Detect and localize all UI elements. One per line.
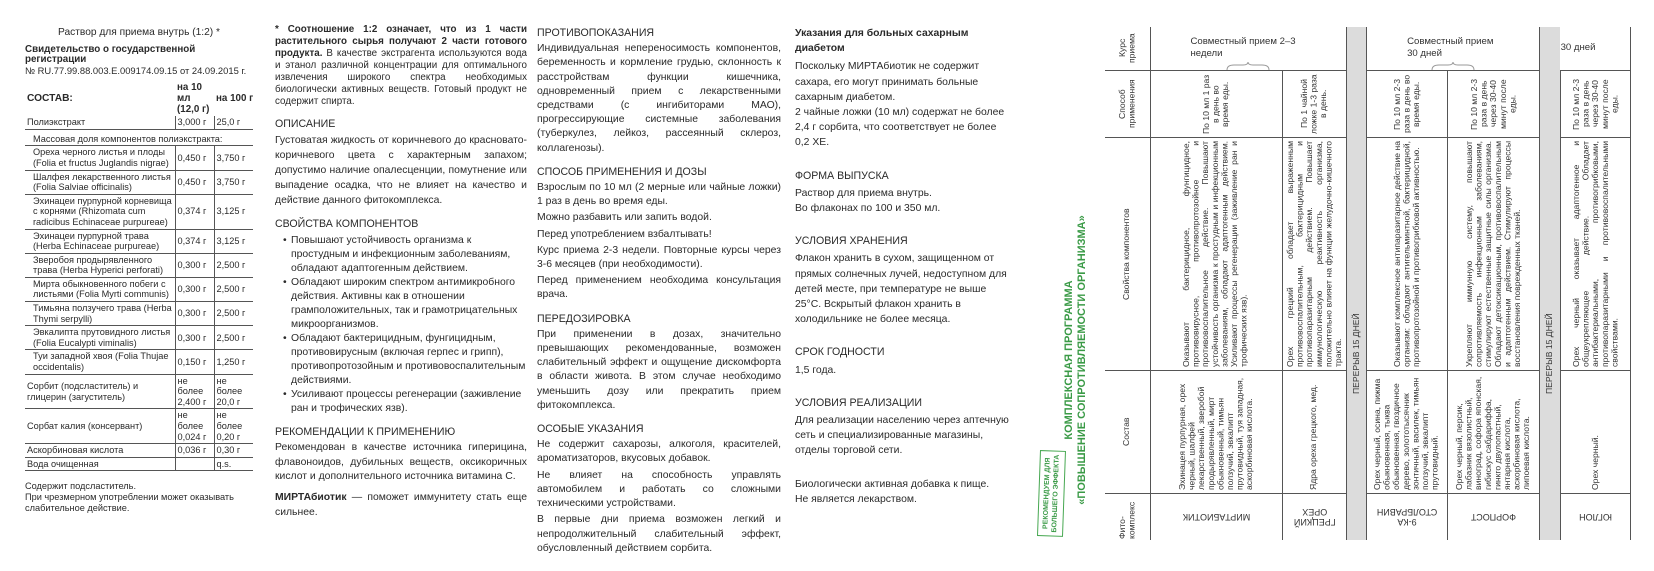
cell-100g: 3,750 г <box>214 170 253 194</box>
table-row <box>25 457 253 471</box>
ratio-note-text: В качестве экстрагента используются вода и этанол различной концентрации для оптимального извлечения широкого спектра необходимых биологически активных веществ. Готовый продукт не содержит спирта. <box>275 48 527 107</box>
cell-props <box>1150 137 1282 370</box>
cell-10ml: не более 0,024 г <box>175 409 214 444</box>
cell-method <box>1561 70 1631 137</box>
description-column <box>275 24 527 522</box>
note-laxative: При чрезмерном употреблении может оказывать слабительное действие. <box>25 491 234 513</box>
supplement-note: Биологически активная добавка к пище. <box>795 478 990 490</box>
special-text: В первые дни приема возможен легкий и непродолжительный слабительный эффект, обусловленный действием сорбита. <box>537 514 781 554</box>
product-name: 9-КА СТОЛБРАВИН <box>1376 506 1438 527</box>
cell-method <box>1367 70 1448 137</box>
product-name: ГРЕЦКИЙ ОРЕХ <box>1293 506 1336 527</box>
ingredient-row <box>25 253 253 277</box>
diabetes-text: 2 чайные ложки (10 мл) содержат не более 2,4 г сорбита, что соответствует не более 0,2 ХЕ. <box>795 107 1005 149</box>
cell-10ml: 0,300 г <box>175 277 214 301</box>
cell-100g: 2,500 г <box>214 326 253 350</box>
dose-text: Перед употреблением взбалтывать! <box>537 228 712 240</box>
header-per-100g: на 100 г <box>216 92 254 104</box>
cell-10ml: 0,374 г <box>175 194 214 229</box>
shelf-life-text: 1,5 года. <box>795 364 837 376</box>
cell-name: Эхинацеи пурпурной трава (Herba Echinaceae purpureae) <box>25 229 175 253</box>
overdose-text: При применении в дозах, значительно превышающих рекомендованные, возможен слабительный эффект и ощущение дискомфорта в области живота. В этом случае необходимо уменьшить дозу или прекратить прием фитокомплекса. <box>537 328 781 411</box>
program-title <box>1063 200 1101 520</box>
list-item: • Обладают широким спектром антимикробного действия. Активны как в отношении грамположительных, так и грамотрицательных микроорганизмов. <box>285 276 527 332</box>
cell-10ml <box>175 457 214 471</box>
table-row <box>25 374 253 409</box>
cell-comp <box>1150 370 1282 493</box>
cell-100g: 3,125 г <box>214 229 253 253</box>
program-title-line2: «ПОВЫШЕНИЕ СОПРОТИВЛЯЕМОСТИ ОРГАНИЗМА» <box>1076 215 1088 505</box>
course-label: 30 дней <box>1560 42 1596 54</box>
section-heading: СВОЙСТВА КОМПОНЕНТОВ <box>275 218 419 231</box>
note-sweetener: Содержит подсластитель. <box>25 481 137 492</box>
dose-text: Курс приема 2-3 недели. Повторные курсы через 3-6 месяцев (при необходимости). <box>537 244 781 271</box>
cell-100g: 2,500 г <box>214 302 253 326</box>
cell-name: Шалфея лекарственного листья (Folia Salviae officinalis) <box>25 170 175 194</box>
section-heading: СПОСОБ ПРИМЕНЕНИЯ И ДОЗЫ <box>537 165 707 178</box>
product-props: Оказывают бактерицидное, фунгицидное, противовирусное, противопротозойное и противовоспалительное действие. Повышают устойчивость организма к простудным и инфекционным заболеваниям, обладают адаптогенным действием. Усиливают процессы регенерации (заживление ран и трофических язв). <box>1181 140 1249 367</box>
cell-props <box>1448 137 1540 370</box>
storage-text: Флакон хранить в сухом, защищенном от прямых солнечных лучей, недоступном для детей месте, при температуре не выше 25°С. Вскрытый флакон хранить в холодильнике не более месяца. <box>795 253 1007 326</box>
cell-100g: не более 20,0 г <box>214 374 253 409</box>
not-medicine-note: Не является лекарством. <box>795 493 917 505</box>
cell-10ml: 0,036 г <box>175 444 214 458</box>
break-column <box>1540 27 1561 540</box>
section-heading: УСЛОВИЯ РЕАЛИЗАЦИИ <box>795 396 923 409</box>
composition-column <box>25 24 253 513</box>
table-header <box>25 82 253 116</box>
section-heading: ФОРМА ВЫПУСКА <box>795 169 889 182</box>
course-cell <box>1561 27 1631 70</box>
dose-text: Можно разбавить или запить водой. <box>537 212 712 224</box>
brace-icon <box>1431 62 1475 71</box>
product-method: По 10 мл 1 раз в день во время еды. <box>1200 73 1230 134</box>
ratio-note-bold: * Соотношение 1:2 означает, что из 1 части растительного сырья получают 2 части готового продукта. <box>275 24 527 59</box>
ingredient-row <box>25 350 253 374</box>
ingredient-row <box>25 146 253 170</box>
properties-list <box>275 234 527 416</box>
table-row <box>25 116 253 129</box>
ingredient-row <box>25 229 253 253</box>
product-props: Орех черный оказывает адаптогенное и общеукрепляющее действие. Обладает антибактериальными, противогрибковыми, противопаразитарными и противовоспалительными свойствами. <box>1570 140 1619 367</box>
product-comp: Эхинацея пурпурная, орех черный, шалфей лекарственный, зверобой продырявленный, мирт обыкновенный, тимьян ползучий, эвкалипт прутовидный, туя западная, аскорбиновая кислота. <box>1176 377 1254 490</box>
header-composition <box>1105 370 1150 493</box>
header-method <box>1105 70 1150 137</box>
product-comp: Орех черный, осина, пижма обыкновенная, тыква обыкновенная, гвоздичное дерево, золототысячник зонтичный, василек, тимьян ползучий, эвкалипт прутовидный. <box>1372 377 1441 490</box>
product-method: По 10 мл 2-3 раза в день через 30-40 минут после еды. <box>1570 77 1619 130</box>
cell-method <box>1448 70 1540 137</box>
stamp-line2: БОЛЬШЕГО ЭФФЕКТА <box>1051 454 1061 533</box>
section-heading: ОПИСАНИЕ <box>275 118 336 130</box>
usage-column <box>537 24 781 558</box>
header-per-10ml: на 10 мл (12,0 г) <box>177 82 210 115</box>
header-properties-label: Свойства компонентов <box>1121 207 1132 300</box>
cell-100g: 3,750 г <box>214 146 253 170</box>
cell-10ml: 0,300 г <box>175 253 214 277</box>
section-heading: ПРОТИВОПОКАЗАНИЯ <box>537 27 655 39</box>
form-text: Во флаконах по 100 и 350 мл. <box>795 203 941 215</box>
cell-name: Ореха черного листья и плоды (Folia et fructus Juglandis nigrae) <box>25 146 175 170</box>
dose-text: Перед применением необходима консультация врача. <box>537 275 781 301</box>
course-label: Совместный прием 30 дней <box>1407 36 1494 60</box>
product-props: Оказывают комплексное антипаразитарное действие на организм: обладают антигельминтной, бактерицидной, противопротозойной и противогрибковой активностью. <box>1391 140 1421 367</box>
table-row <box>25 409 253 444</box>
cell-100g: 25,0 г <box>214 116 253 129</box>
cell-name: Зверобоя продырявленного трава (Herba Hyperici perforati) <box>25 253 175 277</box>
cell-10ml: не более 2,400 г <box>175 374 214 409</box>
slogan-text: — поможет иммунитету стать еще сильнее. <box>275 492 527 518</box>
program-title-line1: КОМПЛЕКСНАЯ ПРОГРАММА <box>1063 280 1075 440</box>
cell-100g: не более 0,20 г <box>214 409 253 444</box>
cell-10ml: 0,450 г <box>175 170 214 194</box>
table-row <box>25 444 253 458</box>
product-name: ЮГЛОН <box>1579 511 1612 522</box>
course-cell <box>1367 27 1540 70</box>
section-heading: СРОК ГОДНОСТИ <box>795 346 885 359</box>
cell-100g: 3,125 г <box>214 194 253 229</box>
cell-props <box>1561 137 1631 370</box>
ingredient-row <box>25 194 253 229</box>
cell-name: Полиэкстракт <box>25 116 175 129</box>
cell-100g: 1,250 г <box>214 350 253 374</box>
cell-name: Эхинацеи пурпурной корневища с корнями (Rhizomata cum radicibus Echinaceae purpureae) <box>25 194 175 229</box>
header-name <box>1105 493 1150 540</box>
header-composition: СОСТАВ: <box>27 92 73 104</box>
cell-10ml: 3,000 г <box>175 116 214 129</box>
cell-name <box>1282 493 1347 540</box>
product-name: МИРТАБИОТИК <box>1182 511 1250 522</box>
cell-100g: 0,30 г <box>214 444 253 458</box>
section-heading: ОСОБЫЕ УКАЗАНИЯ <box>537 423 644 436</box>
program-table <box>1105 27 1631 540</box>
cell-name: Туи западной хвоя (Folia Thujae occidentalis) <box>25 350 175 374</box>
product-props: Орех грецкий обладает выраженным противовоспалительным, бактерицидным и противопаразитарным действием. Повышает иммунологическую реактивность организма, положительно влияет на функции желудочно-кишечного тракта. <box>1284 140 1343 367</box>
cell-100g: 2,500 г <box>214 253 253 277</box>
cell-comp <box>1561 370 1631 493</box>
cell-name <box>1367 493 1448 540</box>
header-method-label: Способ применения <box>1116 79 1137 128</box>
ratio-note <box>275 24 527 108</box>
composition-table <box>25 82 253 471</box>
header-course-label: Курс приема <box>1116 33 1137 64</box>
contraindications-text: Индивидуальная непереносимость компонентов, беременность и кормление грудью, склонность к расстройствам функции кишечника, одновременный прием с лекарственными средствами (с ингибиторами МАО), прогрессирующие системные заболевания (туберкулез, лейкоз, рассеянный склероз, коллагенозы). <box>537 43 781 154</box>
cell-100g: q.s. <box>214 457 253 471</box>
header-composition-label: Состав <box>1121 417 1132 446</box>
row-course <box>1105 27 1631 70</box>
registration-title: Свидетельство о государственной регистрации <box>25 43 196 66</box>
cell-10ml: 0,450 г <box>175 146 214 170</box>
list-item: • Обладают бактерицидным, фунгицидным, противовирусным (включая герпес и грипп), противопротозойным и противовоспалительным действиями. <box>285 332 527 388</box>
cell-name: Эвкалипта прутовидного листья (Folia Eucalypti viminalis) <box>25 326 175 350</box>
cell-method <box>1150 70 1282 137</box>
cell-comp <box>1282 370 1347 493</box>
brand-slogan <box>275 491 527 520</box>
section-heading: УСЛОВИЯ ХРАНЕНИЯ <box>795 235 908 248</box>
subheader: Массовая доля компонентов полиэкстракта: <box>25 129 253 146</box>
cell-10ml: 0,300 г <box>175 302 214 326</box>
brace-icon <box>1226 62 1270 71</box>
ingredient-row <box>25 302 253 326</box>
cell-10ml: 0,374 г <box>175 229 214 253</box>
product-comp: Ядра ореха грецкого, мед. <box>1308 384 1319 490</box>
product-name: ФОРПОСТ <box>1471 511 1517 522</box>
special-text: Не влияет на способность управлять автомобилем и работать со сложными техническими устройствами. <box>537 469 781 510</box>
cell-props <box>1282 137 1347 370</box>
header-properties <box>1105 137 1150 370</box>
registration-number: № RU.77.99.88.003.E.009174.09.15 от 24.09.2015 г. <box>25 64 247 76</box>
dose-text: Взрослым по 10 мл (2 мерные или чайные ложки) 1 раз в день во время еды. <box>537 182 781 208</box>
recommend-stamp <box>1037 450 1066 537</box>
list-item: • Усиливают процессы регенерации (заживление ран и трофических язв). <box>285 388 527 416</box>
cell-name: Сорбит (подсластитель) и глицерин (загуститель) <box>25 374 175 409</box>
product-comp: Орех черный, персик, лабазник вязолистный, виноград, софора японская, гибискус сабдариффа, гинкго двулопастный, янтарная кислота, аскорбиновая кислота, липоевая кислота. <box>1454 376 1532 490</box>
course-cell <box>1150 27 1347 70</box>
section-heading: РЕКОМЕНДАЦИИ К ПРИМЕНЕНИЮ <box>275 425 456 438</box>
storage-column <box>795 24 1010 507</box>
cell-name: Тимьяна ползучего трава (Herba Thymi serpylli) <box>25 302 175 326</box>
ingredient-row <box>25 277 253 301</box>
diabetes-text: Поскольку МИРТАбиотик не содержит сахара, его могут принимать больные сахарным диабетом. <box>795 61 980 103</box>
cell-name: Вода очищенная <box>25 457 175 471</box>
sale-text: Для реализации населению через аптечную сеть и специализированные магазины, отделы торговой сети. <box>795 415 1009 457</box>
cell-10ml: 0,150 г <box>175 350 214 374</box>
description-text: Густоватая жидкость от коричневого до красновато-коричневого цвета с характерным запахом; допустимо наличие опалесценции, помутнение или выпадение осадка, что не влияет на качество и действие данного фитокомплекса. <box>275 135 527 207</box>
cell-100g: 2,500 г <box>214 277 253 301</box>
special-text: Не содержит сахарозы, алкоголя, красителей, ароматизаторов, вкусовых добавок. <box>537 439 781 465</box>
section-heading: ПЕРЕДОЗИРОВКА <box>537 312 631 325</box>
cell-comp <box>1367 370 1448 493</box>
break-column <box>1347 27 1367 540</box>
product-props: Укрепляют иммунную систему, повышают сопротивляемость инфекционным заболеваниям, стимулируют естественные защитные силы организма. Обладают детоксикационным, противовоспалительным и адаптогенным действием. Стимулируют процессы восстановления поврежденных тканей. <box>1463 140 1522 367</box>
cell-name <box>1150 493 1282 540</box>
product-form: Раствор для приема внутрь (1:2) * <box>58 27 220 38</box>
list-item: • Повышают устойчивость организма к простудным и инфекционным заболеваниям, обладают адаптогенным действием. <box>285 234 527 276</box>
form-text: Раствор для приема внутрь. <box>795 187 932 199</box>
cell-name: Мирта обыкновенного побеги с листьями (Folia Myrti communis) <box>25 277 175 301</box>
cell-name <box>1448 493 1540 540</box>
header-course <box>1105 27 1150 70</box>
product-method: По 10 мл 2-3 раза в день через 30-40 минут после еды. <box>1468 77 1517 130</box>
brand-name: МИРТАбиотик <box>275 492 347 504</box>
table-subheader <box>25 129 253 146</box>
header-name-label: Фито-комплекс <box>1116 501 1137 539</box>
product-method: По 10 мл 2-3 раза в день во время еды. <box>1391 74 1421 133</box>
cell-name <box>1561 493 1631 540</box>
cell-10ml: 0,300 г <box>175 326 214 350</box>
break-label: ПЕРЕРЫВ 15 ДНЕЙ <box>1350 313 1361 394</box>
cell-name: Сорбат калия (консервант) <box>25 409 175 444</box>
course-label: Совместный прием 2–3 недели <box>1190 36 1296 60</box>
cell-name: Аскорбиновая кислота <box>25 444 175 458</box>
cell-props <box>1367 137 1448 370</box>
ingredient-row <box>25 170 253 194</box>
cell-method <box>1282 70 1347 137</box>
stamp-line1: РЕКОМЕНДУЕМ ДЛЯ <box>1042 457 1052 530</box>
diabetes-heading: Указания для больных сахарным диабетом <box>795 28 969 55</box>
cell-comp <box>1448 370 1540 493</box>
recommendation-text: Рекомендован в качестве источника гиперицина, флавоноидов, дубильных веществ, оксикоричных кислот и дополнительного источника витамина С. <box>275 442 527 483</box>
product-method: По 1 чайной ложке 1-3 раза в день. <box>1298 73 1329 134</box>
break-label: ПЕРЕРЫВ 15 ДНЕЙ <box>1544 313 1555 394</box>
product-comp: Орех черный. <box>1589 434 1600 490</box>
ingredient-row <box>25 326 253 350</box>
